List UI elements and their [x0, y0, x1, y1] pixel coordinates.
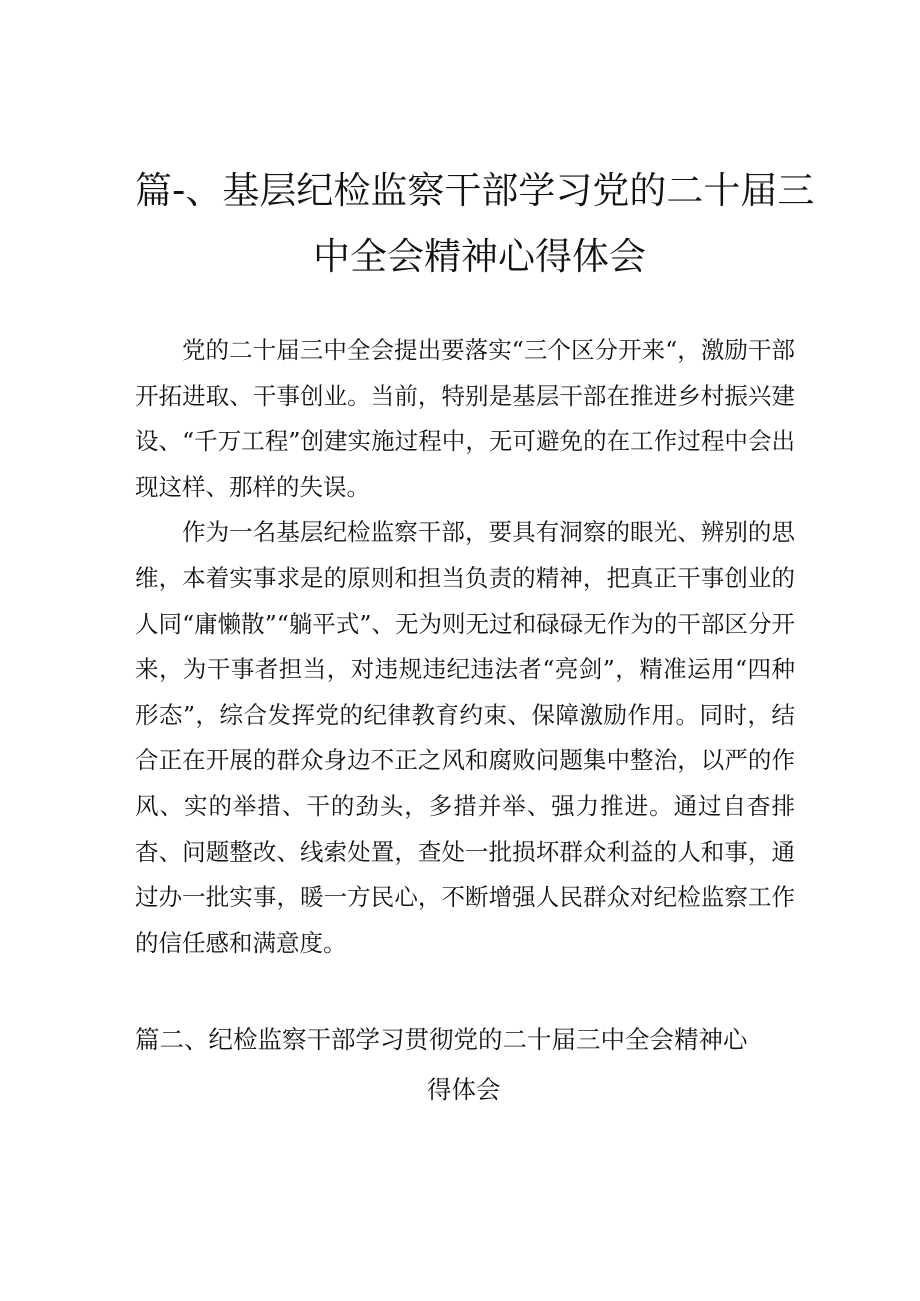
section2-title-line1: 篇二、纪检监察干部学习贯彻党的二十届三中全会精神心	[135, 1025, 748, 1054]
section2-title-line2: 得体会	[427, 1075, 501, 1104]
section1-title-line1: 篇-、基层纪检监察干部学习党的二十届三	[135, 169, 815, 212]
section2-title	[135, 1015, 795, 1115]
paragraph: 党的二十届三中全会提出要落实“三个区分开来“，激励干部开拓进取、干事创业。当前，特别是基层干部在推进乡村振兴建设、“千万工程”创建实施过程中，无可避免的在工作过程中会出现这样、那样的失误。	[135, 336, 795, 501]
section1-title	[135, 158, 815, 290]
paragraph: 作为一名基层纪检监察干部，要具有洞察的眼光、辨别的思维，本着实事求是的原则和担当负责的精神，把真正干事创业的人同“庸懒散”“躺平式”、无为则无过和碌碌无作为的干部区分开来，为干事者担当，对违规违纪违法者“亮剑”，精准运用“四种形态”，综合发挥党的纪律教育约束、保障激励作用。同时，结合正在开展的群众身边不正之风和腐败问题集中整治，以严的作风、实的举措、干的劲头，多措并举、强力推进。通过自杳排杳、问题整改、线索处置，查处一批损坏群众利益的人和事，通过办一批实事，暖一方民心，不断增强人民群众对纪检监察工作的信任感和满意度。	[135, 518, 795, 957]
section1-title-line2: 中全会精神心得体会	[313, 235, 646, 278]
section1-body	[135, 328, 795, 966]
